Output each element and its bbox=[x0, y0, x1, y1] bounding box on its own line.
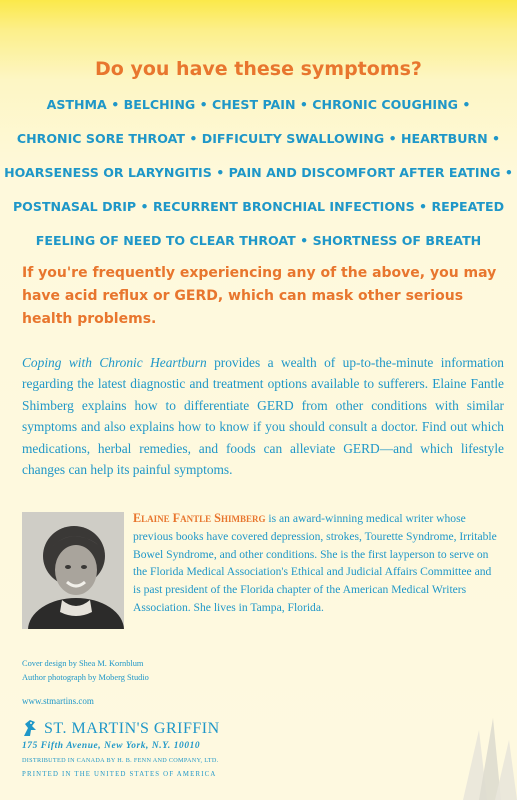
author-portrait-image bbox=[22, 512, 124, 629]
symptom-line: CHRONIC SORE THROAT • DIFFICULTY SWALLOWING • HEARTBURN • bbox=[16, 131, 501, 146]
book-description bbox=[22, 352, 504, 480]
symptom-line: ASTHMA • BELCHING • CHEST PAIN • CHRONIC COUGHING • bbox=[46, 97, 471, 112]
cover-design-credit: Cover design by Shea M. Kornblum bbox=[22, 659, 144, 668]
symptom-line: FEELING OF NEED TO CLEAR THROAT • SHORTNESS OF BREATH bbox=[35, 233, 482, 248]
author-photo-credit: Author photograph by Moberg Studio bbox=[22, 673, 149, 682]
author-photo bbox=[22, 512, 124, 629]
distribution-note: DISTRIBUTED IN CANADA BY H. B. FENN AND COMPANY, LTD. bbox=[22, 757, 219, 764]
author-bio bbox=[133, 510, 501, 617]
watermark-logo-icon bbox=[455, 700, 517, 800]
description-text: provides a wealth of up-to-the-minute information regarding the latest diagnostic and treatment options available to sufferers. Elaine Fantle Shimberg explains how to differentiate GERD from other conditions with similar symptoms and also explains how to know if you should consult a doctor. Find out which medications, herbal remedies, and foods can alleviate GERD—and which lifestyle changes can help its painful symptoms. bbox=[22, 355, 504, 478]
warning-text: If you're frequently experiencing any of the above, you may have acid reflux or GERD, which can mask other serious health problems. bbox=[22, 265, 497, 327]
publisher-name: ST. MARTIN'S GRIFFIN bbox=[44, 720, 220, 737]
publisher-address: 175 Fifth Avenue, New York, N.Y. 10010 bbox=[22, 741, 201, 751]
author-bio-text: is an award-winning medical writer whose previous books have covered depression, strokes, Tourette Syndrome, Irritable Bowel Syndrome, and other conditions. She is the first layperson to serve on the Florida Medical Association's Ethical and Judicial Affairs Committee and is past president of the Florida chapter of the American Medical Writers Association. She lives in Tampa, Florida. bbox=[133, 512, 497, 614]
printed-note: PRINTED IN THE UNITED STATES OF AMERICA bbox=[22, 771, 217, 778]
book-title: Coping with Chronic Heartburn bbox=[22, 355, 207, 370]
headline: Do you have these symptoms? bbox=[95, 58, 422, 80]
website-link[interactable]: www.stmartins.com bbox=[22, 696, 94, 706]
symptom-line: HOARSENESS OR LARYNGITIS • PAIN AND DISCOMFORT AFTER EATING • bbox=[4, 165, 513, 180]
symptom-line: POSTNASAL DRIP • RECURRENT BRONCHIAL INFECTIONS • REPEATED bbox=[12, 199, 505, 214]
author-name: Elaine Fantle Shimberg bbox=[133, 511, 266, 525]
griffin-logo-icon bbox=[22, 718, 38, 738]
